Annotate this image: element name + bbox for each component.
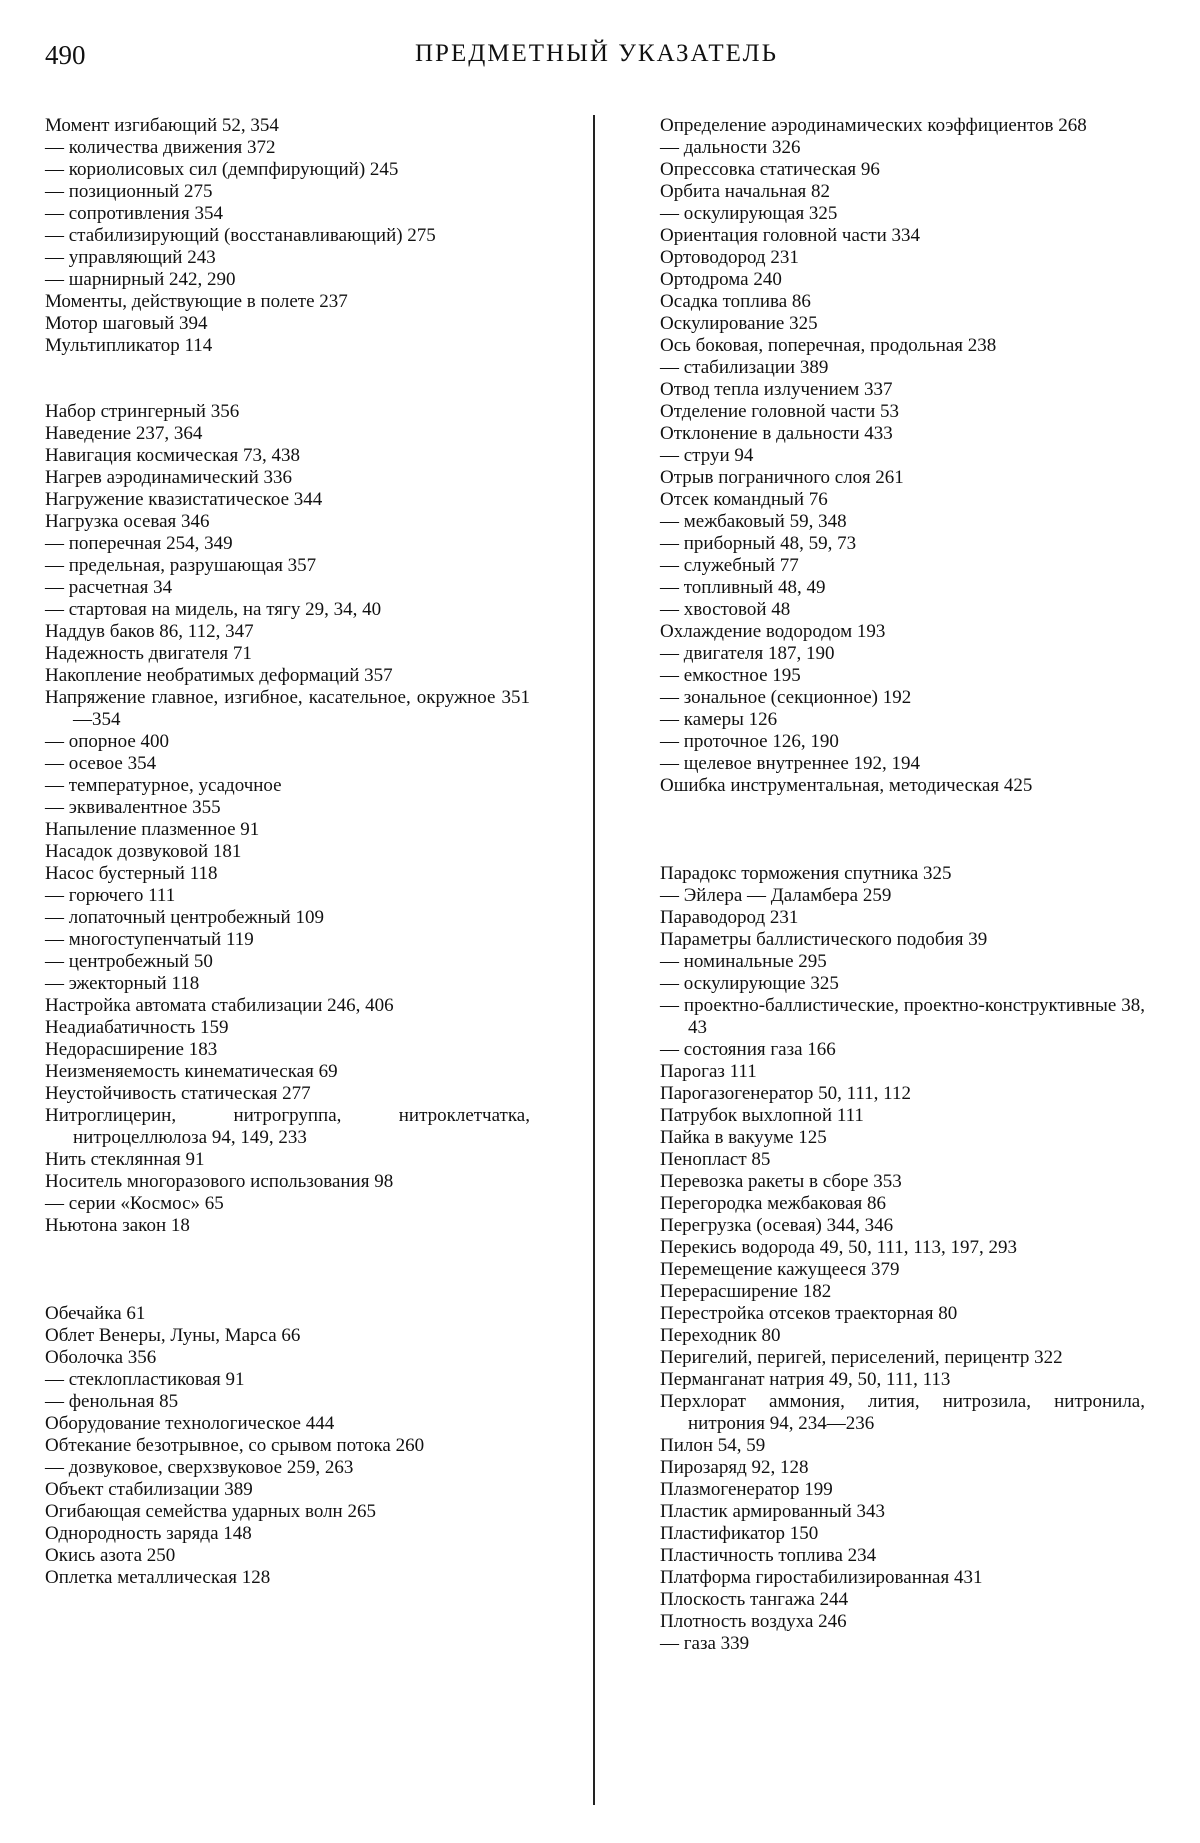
index-entry: Параметры баллистического подобия 39: [660, 929, 988, 950]
index-entry: Ньютона закон 18: [45, 1215, 190, 1236]
index-entry: Пенопласт 85: [660, 1149, 771, 1170]
index-entry: Ориентация головной части 334: [660, 225, 921, 246]
index-entry: Надежность двигателя 71: [45, 643, 252, 664]
index-entry: Напыление плазменное 91: [45, 819, 260, 840]
index-entry: Перевозка ракеты в сборе 353: [660, 1171, 902, 1192]
index-entry: Отделение головной части 53: [660, 401, 900, 422]
index-entry: — шарнирный 242, 290: [45, 269, 236, 290]
index-entry: — осевое 354: [45, 753, 157, 774]
index-entry: — центробежный 50: [45, 951, 213, 972]
index-entry: — емкостное 195: [660, 665, 801, 686]
index-entry: Опрессовка статическая 96: [660, 159, 880, 180]
index-entry: — предельная, разрушающая 357: [45, 555, 317, 576]
index-entry: — проточное 126, 190: [660, 731, 839, 752]
index-entry: — сопротивления 354: [45, 203, 224, 224]
index-entry: Насадок дозвуковой 181: [45, 841, 242, 862]
index-entry: Ошибка инструментальная, методическая 425: [660, 775, 1033, 796]
index-entry: — номинальные 295: [660, 951, 827, 972]
index-entry: — эквивалентное 355: [45, 797, 221, 818]
index-entry: Насос бустерный 118: [45, 863, 218, 884]
index-entry: — двигателя 187, 190: [660, 643, 835, 664]
index-entry: Момент изгибающий 52, 354: [45, 115, 279, 136]
index-entry: Обечайка 61: [45, 1303, 146, 1324]
index-entry: Перманганат натрия 49, 50, 111, 113: [660, 1369, 951, 1390]
index-entry: — серии «Космос» 65: [45, 1193, 224, 1214]
index-entry: — оскулирующая 325: [660, 203, 838, 224]
index-entry: — дальности 326: [660, 137, 801, 158]
index-entry: Набор стрингерный 356: [45, 401, 240, 422]
index-entry: Плоскость тангажа 244: [660, 1589, 849, 1610]
index-entry: Плотность воздуха 246: [660, 1611, 847, 1632]
index-entry: Настройка автомата стабилизации 246, 406: [45, 995, 394, 1016]
index-entry: Перегрузка (осевая) 344, 346: [660, 1215, 894, 1236]
index-entry: — служебный 77: [660, 555, 799, 576]
section-gap: [660, 841, 1145, 863]
index-entry: — хвостовой 48: [660, 599, 791, 620]
index-entry: Накопление необратимых деформаций 357: [45, 665, 393, 686]
section-gap: [45, 379, 530, 401]
index-entry: Навигация космическая 73, 438: [45, 445, 300, 466]
index-entry: — камеры 126: [660, 709, 778, 730]
index-entry: — фенольная 85: [45, 1391, 179, 1412]
index-entry: Неизменяемость кинематическая 69: [45, 1061, 338, 1082]
index-entry: — эжекторный 118: [45, 973, 200, 994]
index-entry: Пирозаряд 92, 128: [660, 1457, 809, 1478]
index-entry: — поперечная 254, 349: [45, 533, 233, 554]
index-entry: Нагрузка осевая 346: [45, 511, 210, 532]
index-entry: — позиционный 275: [45, 181, 213, 202]
index-entry: Пластичность топлива 234: [660, 1545, 877, 1566]
index-entry: — проектно-баллистические, проектно-конструктивные 38, 43: [660, 995, 1145, 1038]
section-gap: [45, 1259, 530, 1281]
index-entry: Парогаз 111: [660, 1061, 757, 1082]
index-entry: Оплетка металлическая 128: [45, 1567, 271, 1588]
index-entry: — опорное 400: [45, 731, 170, 752]
section-gap: [660, 819, 1145, 841]
index-entry: Плазмогенератор 199: [660, 1479, 833, 1500]
index-entry: Пилон 54, 59: [660, 1435, 766, 1456]
index-entry: Перестройка отсеков траекторная 80: [660, 1303, 958, 1324]
index-entry: Пластификатор 150: [660, 1523, 819, 1544]
index-entry: Окись азота 250: [45, 1545, 176, 1566]
index-entry: Нитроглицерин, нитрогруппа, нитроклетчатка, нитроцеллюлоза 94, 149, 233: [45, 1105, 530, 1148]
index-entry: — горючего 111: [45, 885, 176, 906]
index-entry: Носитель многоразового использования 98: [45, 1171, 394, 1192]
index-entry: — газа 339: [660, 1633, 750, 1654]
index-entry: Параводород 231: [660, 907, 799, 928]
index-entry: Оболочка 356: [45, 1347, 157, 1368]
index-entry: — расчетная 34: [45, 577, 173, 598]
index-entry: Отсек командный 76: [660, 489, 828, 510]
section-gap: [660, 797, 1145, 819]
index-entry: — состояния газа 166: [660, 1039, 836, 1060]
index-entry: Перемещение кажущееся 379: [660, 1259, 900, 1280]
section-gap: [45, 357, 530, 379]
section-gap: [45, 1237, 530, 1259]
index-entry: Облет Венеры, Луны, Марса 66: [45, 1325, 301, 1346]
index-entry: Перигелий, перигей, периселений, перицентр 322: [660, 1347, 1063, 1368]
index-entry: Оскулирование 325: [660, 313, 818, 334]
index-entry: Отрыв пограничного слоя 261: [660, 467, 904, 488]
index-entry: Однородность заряда 148: [45, 1523, 252, 1544]
index-entry: — температурное, усадочное: [45, 775, 282, 796]
index-entry: Отвод тепла излучением 337: [660, 379, 893, 400]
index-entry: — зональное (секционное) 192: [660, 687, 912, 708]
index-entry: Наддув баков 86, 112, 347: [45, 621, 254, 642]
index-entry: Нагрев аэродинамический 336: [45, 467, 292, 488]
index-entry: Парадокс торможения спутника 325: [660, 863, 952, 884]
index-entry: Пластик армированный 343: [660, 1501, 886, 1522]
index-entry: Пайка в вакууме 125: [660, 1127, 827, 1148]
index-entry: Осадка топлива 86: [660, 291, 811, 312]
index-entry: — стартовая на мидель, на тягу 29, 34, 40: [45, 599, 382, 620]
index-entry: — Эйлера — Даламбера 259: [660, 885, 892, 906]
index-entry: Огибающая семейства ударных волн 265: [45, 1501, 376, 1522]
index-column-right: [660, 115, 1145, 1655]
index-entry: — дозвуковое, сверхзвуковое 259, 263: [45, 1457, 354, 1478]
index-entry: Недорасширение 183: [45, 1039, 218, 1060]
index-entry: Отклонение в дальности 433: [660, 423, 893, 444]
index-column-left: [45, 115, 530, 1589]
index-entry: — кориолисовых сил (демпфирующий) 245: [45, 159, 399, 180]
running-title: ПРЕДМЕТНЫЙ УКАЗАТЕЛЬ: [415, 40, 778, 67]
index-entry: — количества движения 372: [45, 137, 276, 158]
index-entry: Перегородка межбаковая 86: [660, 1193, 886, 1214]
index-entry: Нить стеклянная 91: [45, 1149, 205, 1170]
index-entry: Объект стабилизации 389: [45, 1479, 253, 1500]
column-divider: [593, 115, 595, 1805]
index-entry: Мультипликатор 114: [45, 335, 213, 356]
index-entry: — стабилизации 389: [660, 357, 829, 378]
index-entry: Ортодрома 240: [660, 269, 782, 290]
index-entry: Орбита начальная 82: [660, 181, 831, 202]
section-gap: [45, 1281, 530, 1303]
index-entry: Парогазогенератор 50, 111, 112: [660, 1083, 911, 1104]
index-entry: Определение аэродинамических коэффициентов 268: [660, 115, 1087, 136]
index-entry: — топливный 48, 49: [660, 577, 826, 598]
index-entry: Напряжение главное, изгибное, касательное, окружное 351—354: [45, 687, 530, 730]
index-entry: Переходник 80: [660, 1325, 781, 1346]
index-entry: Оборудование технологическое 444: [45, 1413, 335, 1434]
page-number: 490: [45, 40, 86, 70]
index-entry: — стабилизирующий (восстанавливающий) 275: [45, 225, 436, 246]
index-entry: — многоступенчатый 119: [45, 929, 254, 950]
index-entry: Ось боковая, поперечная, продольная 238: [660, 335, 997, 356]
index-entry: Неустойчивость статическая 277: [45, 1083, 311, 1104]
index-entry: — оскулирующие 325: [660, 973, 839, 994]
index-entry: — управляющий 243: [45, 247, 216, 268]
index-entry: Платформа гиростабилизированная 431: [660, 1567, 983, 1588]
index-entry: Охлаждение водородом 193: [660, 621, 886, 642]
index-entry: Нагружение квазистатическое 344: [45, 489, 323, 510]
index-entry: Перекись водорода 49, 50, 111, 113, 197, 293: [660, 1237, 1017, 1258]
index-entry: Патрубок выхлопной 111: [660, 1105, 864, 1126]
index-entry: — межбаковый 59, 348: [660, 511, 847, 532]
index-entry: Перерасширение 182: [660, 1281, 832, 1302]
index-entry: Наведение 237, 364: [45, 423, 203, 444]
index-entry: Перхлорат аммония, лития, нитрозила, нитронила, нитрония 94, 234—236: [660, 1391, 1145, 1434]
index-entry: — лопаточный центробежный 109: [45, 907, 324, 928]
index-entry: Мотор шаговый 394: [45, 313, 208, 334]
index-entry: Ортоводород 231: [660, 247, 799, 268]
index-entry: Обтекание безотрывное, со срывом потока 260: [45, 1435, 425, 1456]
index-entry: Моменты, действующие в полете 237: [45, 291, 348, 312]
index-entry: — приборный 48, 59, 73: [660, 533, 857, 554]
index-entry: — струи 94: [660, 445, 754, 466]
index-entry: Неадиабатичность 159: [45, 1017, 229, 1038]
index-entry: — щелевое внутреннее 192, 194: [660, 753, 921, 774]
index-entry: — стеклопластиковая 91: [45, 1369, 245, 1390]
